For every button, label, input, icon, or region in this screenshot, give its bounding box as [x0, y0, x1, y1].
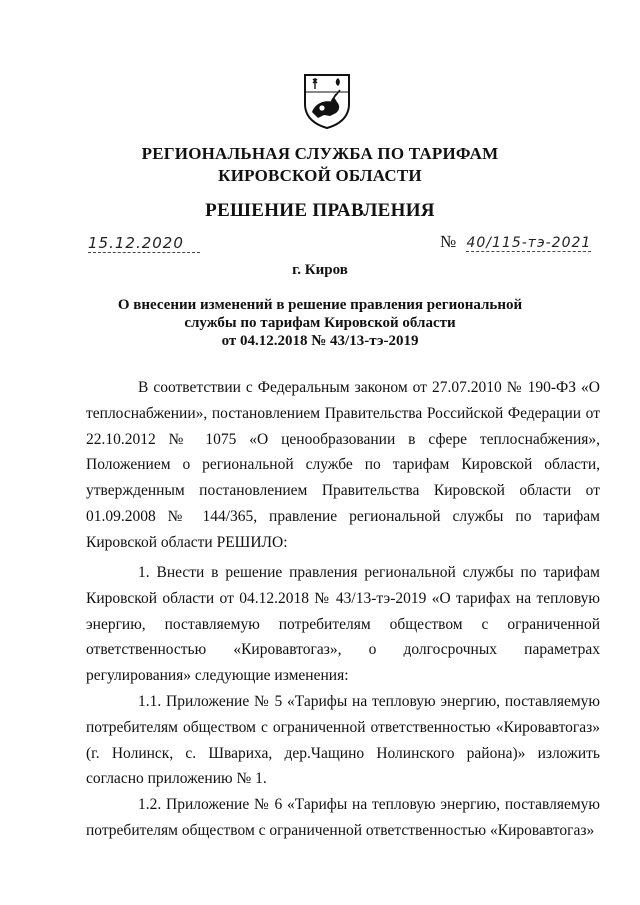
paragraph-preamble: В соответствии с Федеральным законом от 27.07.2010 № 190-ФЗ «О теплоснабжении», постановлением Правительства Российской Федерации от 22.10.2012 № 1075 «О ценообразовании в сфере теплоснабжения», Положением о региональной службе по тарифам Кировской области, утвержденным постановлением Правительства Кировской области от 01.09.2008 № 144/365, правление региональной службы по тарифам Кировской области РЕШИЛО:	[86, 379, 600, 551]
organization-name-line1: РЕГИОНАЛЬНАЯ СЛУЖБА ПО ТАРИФАМ	[141, 144, 499, 163]
subject-line1: О внесении изменений в решение правления региональной	[117, 297, 523, 313]
coat-of-arms-icon	[302, 72, 352, 130]
document-number-value	[466, 235, 591, 251]
paragraph-item-1-2: 1.2. Приложение № 6 «Тарифы на тепловую энергию, поставляемую потребителям обществом с ограниченной ответственностью «Кировавтогаз»	[86, 796, 600, 839]
document-type: РЕШЕНИЕ ПРАВЛЕНИЯ	[205, 200, 435, 221]
number-underline	[466, 251, 591, 252]
document-number-text: 40/115-тэ-2021	[466, 235, 592, 251]
document-date-value: 15.12.2020	[88, 234, 184, 252]
subject-line2: службы по тарифам Кировской области	[184, 315, 456, 331]
date-underline	[88, 252, 200, 253]
number-sign: №	[440, 232, 457, 251]
document-subject	[100, 296, 540, 350]
subject-line3: от 04.12.2018 № 43/13-тэ-2019	[221, 333, 419, 349]
document-number	[440, 232, 591, 252]
paragraph-item-1: 1. Внести в решение правления региональной службы по тарифам Кировской области от 04.12.2018 № 43/13-тэ-2019 «О тарифах на тепловую энергию, поставляемую потребителям обществом с ограниченной ответственностью «Кировавтогаз», о долгосрочных параметрах регулирования» следующие изменения:	[86, 564, 600, 685]
paragraph-item-1-1: 1.1. Приложение № 5 «Тарифы на тепловую энергию, поставляемую потребителям обществом с ограниченной ответственностью «Кировавтогаз» (г. Нолинск, с. Швариха, дер.Чащино Нолинского района)» изложить согласно приложению № 1.	[86, 693, 600, 788]
organization-name-line2: КИРОВСКОЙ ОБЛАСТИ	[218, 166, 422, 185]
city: г. Киров	[292, 262, 348, 278]
document-date	[88, 234, 200, 252]
